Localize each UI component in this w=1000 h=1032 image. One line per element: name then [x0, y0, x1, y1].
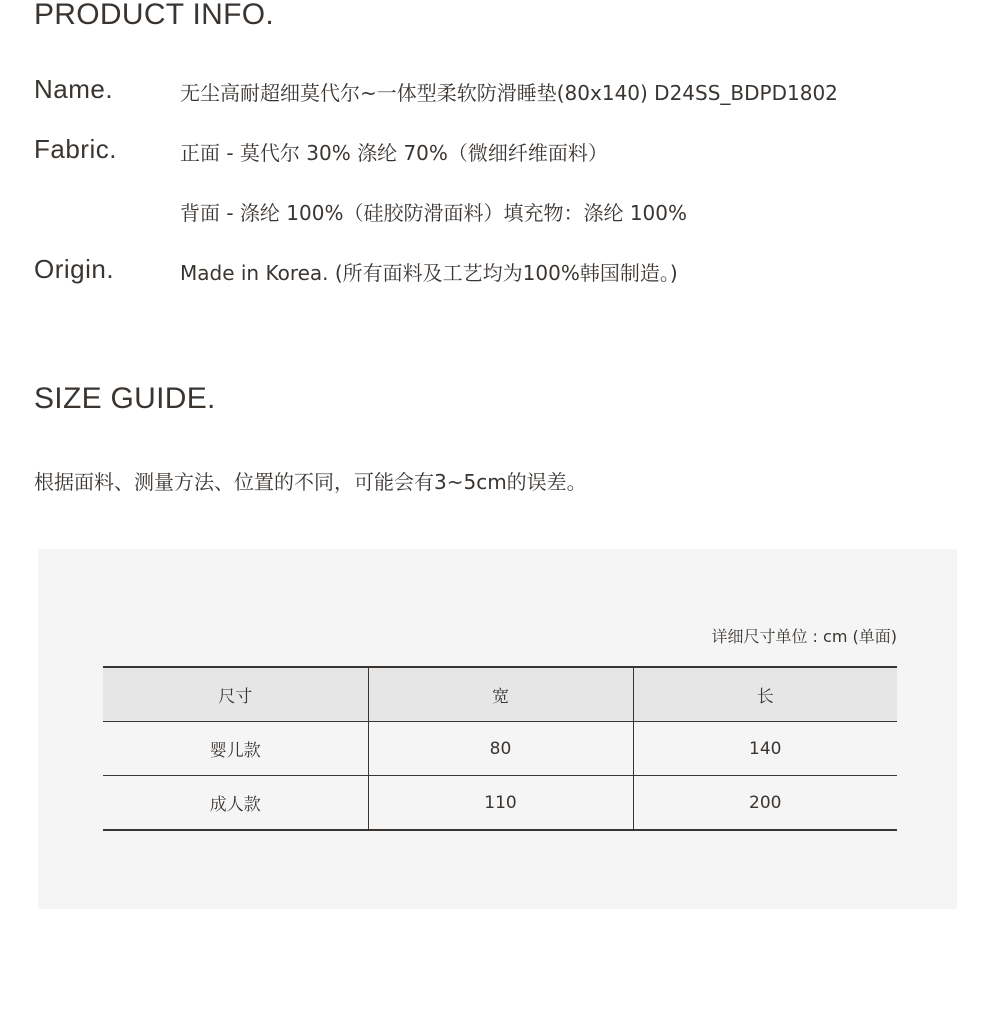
table-header-row	[103, 667, 897, 722]
table-row	[103, 776, 897, 831]
fabric-label: Fabric.	[34, 134, 117, 164]
origin-label: Origin.	[34, 254, 115, 284]
fabric-line-front: 正面 - 莫代尔 30% 涤纶 70%（微细纤维面料）	[180, 141, 608, 165]
length-cell: 140	[633, 722, 897, 776]
fabric-line-back: 背面 - 涤纶 100%（硅胶防滑面料）填充物：涤纶 100%	[180, 201, 688, 225]
table-row	[103, 722, 897, 776]
width-cell: 80	[368, 722, 633, 776]
column-header-size: 尺寸	[103, 667, 368, 722]
measurement-tolerance-note: 根据面料、测量方法、位置的不同，可能会有3~5cm的误差。	[34, 470, 587, 494]
size-cell: 成人款	[103, 776, 368, 831]
column-header-length: 长	[633, 667, 897, 722]
width-cell: 110	[368, 776, 633, 831]
size-cell: 婴儿款	[103, 722, 368, 776]
origin-value: Made in Korea. (所有面料及工艺均为100%韩国制造。)	[180, 261, 678, 285]
column-header-width: 宽	[368, 667, 633, 722]
length-cell: 200	[633, 776, 897, 831]
product-info-heading: PRODUCT INFO.	[34, 0, 275, 31]
size-table	[103, 666, 897, 831]
name-value: 无尘高耐超细莫代尔~一体型柔软防滑睡垫(80x140) D24SS_BDPD1802	[180, 81, 838, 105]
size-guide-heading: SIZE GUIDE.	[34, 382, 216, 415]
unit-note: 详细尺寸单位 : cm (单面)	[711, 627, 897, 646]
name-label: Name.	[34, 74, 114, 104]
size-table-panel	[38, 549, 957, 909]
